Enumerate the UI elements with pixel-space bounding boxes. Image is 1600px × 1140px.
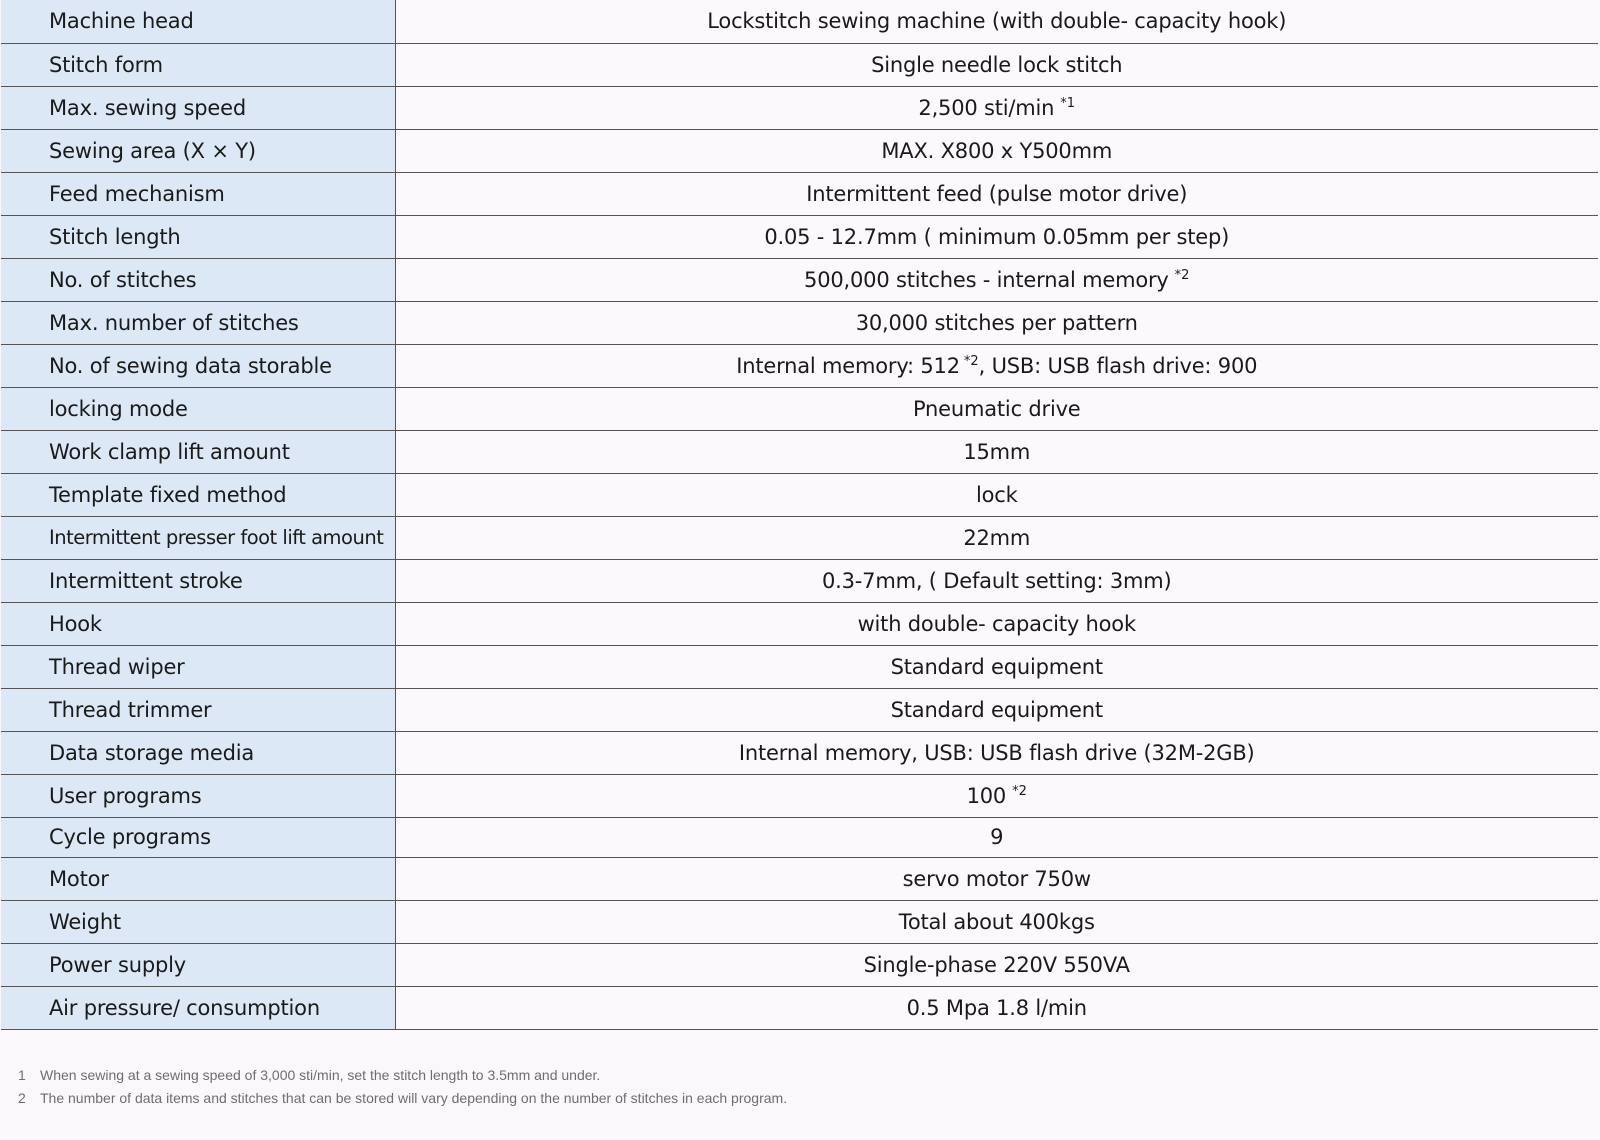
table-row bbox=[1, 473, 1598, 516]
footnotes bbox=[18, 1064, 787, 1110]
spec-label: Data storage media bbox=[1, 731, 395, 774]
spec-value: 22mm bbox=[395, 516, 1598, 559]
spec-label: Motor bbox=[1, 857, 395, 900]
spec-label: Stitch form bbox=[1, 43, 395, 86]
table-row bbox=[1, 817, 1598, 857]
table-row bbox=[1, 857, 1598, 900]
spec-label: Cycle programs bbox=[1, 817, 395, 857]
footnote-number: 1 bbox=[18, 1067, 26, 1083]
spec-label: Max. sewing speed bbox=[1, 86, 395, 129]
footnote-marker: *2 bbox=[1012, 783, 1027, 799]
spec-label: Thread wiper bbox=[1, 645, 395, 688]
table-row bbox=[1, 430, 1598, 473]
spec-value: 15mm bbox=[395, 430, 1598, 473]
spec-value: Single needle lock stitch bbox=[395, 43, 1598, 86]
table-row bbox=[1, 172, 1598, 215]
table-row bbox=[1, 129, 1598, 172]
table-row bbox=[1, 731, 1598, 774]
spec-label: Work clamp lift amount bbox=[1, 430, 395, 473]
spec-value: 9 bbox=[395, 817, 1598, 857]
table-row bbox=[1, 387, 1598, 430]
spec-label: Max. number of stitches bbox=[1, 301, 395, 344]
table-row bbox=[1, 516, 1598, 559]
spec-label: locking mode bbox=[1, 387, 395, 430]
table-row bbox=[1, 301, 1598, 344]
spec-label: Feed mechanism bbox=[1, 172, 395, 215]
spec-value: Standard equipment bbox=[395, 645, 1598, 688]
spec-value: Lockstitch sewing machine (with double- capacity hook) bbox=[395, 0, 1598, 43]
spec-label: Air pressure/ consumption bbox=[1, 986, 395, 1029]
footnote-marker: *1 bbox=[1060, 95, 1076, 111]
spec-label: Template fixed method bbox=[1, 473, 395, 516]
spec-value: with double- capacity hook bbox=[395, 602, 1598, 645]
spec-value: 2,500 sti/min $^{*1}$ bbox=[395, 86, 1598, 129]
spec-value: Single-phase 220V 550VA bbox=[395, 943, 1598, 986]
table-row bbox=[1, 986, 1598, 1029]
footnote-text: When sewing at a sewing speed of 3,000 sti/min, set the stitch length to 3.5mm and under. bbox=[40, 1067, 601, 1083]
spec-value: 0.5 Mpa 1.8 l/min bbox=[395, 986, 1598, 1029]
spec-table bbox=[1, 0, 1598, 1030]
spec-value: 500,000 stitches - internal memory $^{*2}$ bbox=[395, 258, 1598, 301]
spec-value: Intermittent feed (pulse motor drive) bbox=[395, 172, 1598, 215]
spec-value: Standard equipment bbox=[395, 688, 1598, 731]
table-row bbox=[1, 344, 1598, 387]
spec-value: servo motor 750w bbox=[395, 857, 1598, 900]
table-row bbox=[1, 900, 1598, 943]
spec-value: Internal memory, USB: USB flash drive (32M-2GB) bbox=[395, 731, 1598, 774]
footnote-marker: *2 bbox=[1174, 267, 1190, 283]
spec-label: No. of stitches bbox=[1, 258, 395, 301]
spec-value: 30,000 stitches per pattern bbox=[395, 301, 1598, 344]
spec-label: Hook bbox=[1, 602, 395, 645]
spec-label: Intermittent stroke bbox=[1, 559, 395, 602]
spec-value: lock bbox=[395, 473, 1598, 516]
spec-value: MAX. X800 x Y500mm bbox=[395, 129, 1598, 172]
spec-label: No. of sewing data storable bbox=[1, 344, 395, 387]
footnote bbox=[18, 1087, 787, 1110]
spec-label: Machine head bbox=[1, 0, 395, 43]
table-row bbox=[1, 688, 1598, 731]
spec-label: Stitch length bbox=[1, 215, 395, 258]
table-row bbox=[1, 0, 1598, 43]
spec-label: Thread trimmer bbox=[1, 688, 395, 731]
spec-value: 0.05 - 12.7mm ( minimum 0.05mm per step) bbox=[395, 215, 1598, 258]
spec-label: Weight bbox=[1, 900, 395, 943]
table-row bbox=[1, 86, 1598, 129]
spec-label: User programs bbox=[1, 774, 395, 817]
table-row bbox=[1, 943, 1598, 986]
table-row bbox=[1, 602, 1598, 645]
spec-value: Total about 400kgs bbox=[395, 900, 1598, 943]
spec-label: Power supply bbox=[1, 943, 395, 986]
table-row bbox=[1, 645, 1598, 688]
spec-value: 100 $^{*2}$ bbox=[395, 774, 1598, 817]
spec-label: Sewing area (X × Y) bbox=[1, 129, 395, 172]
spec-value: Pneumatic drive bbox=[395, 387, 1598, 430]
footnote bbox=[18, 1064, 787, 1087]
spec-value: 0.3-7mm, ( Default setting: 3mm) bbox=[395, 559, 1598, 602]
table-row bbox=[1, 258, 1598, 301]
table-row bbox=[1, 774, 1598, 817]
table-row bbox=[1, 43, 1598, 86]
spec-value: Internal memory: 512 $^{*2}$, USB: USB flash drive: 900 bbox=[395, 344, 1598, 387]
spec-label: Intermittent presser foot lift amount bbox=[1, 516, 395, 559]
table-row bbox=[1, 559, 1598, 602]
footnote-number: 2 bbox=[18, 1090, 26, 1106]
footnote-marker: *2 bbox=[963, 353, 979, 369]
footnote-text: The number of data items and stitches that can be stored will vary depending on the number of stitches in each program. bbox=[40, 1090, 788, 1106]
table-row bbox=[1, 215, 1598, 258]
